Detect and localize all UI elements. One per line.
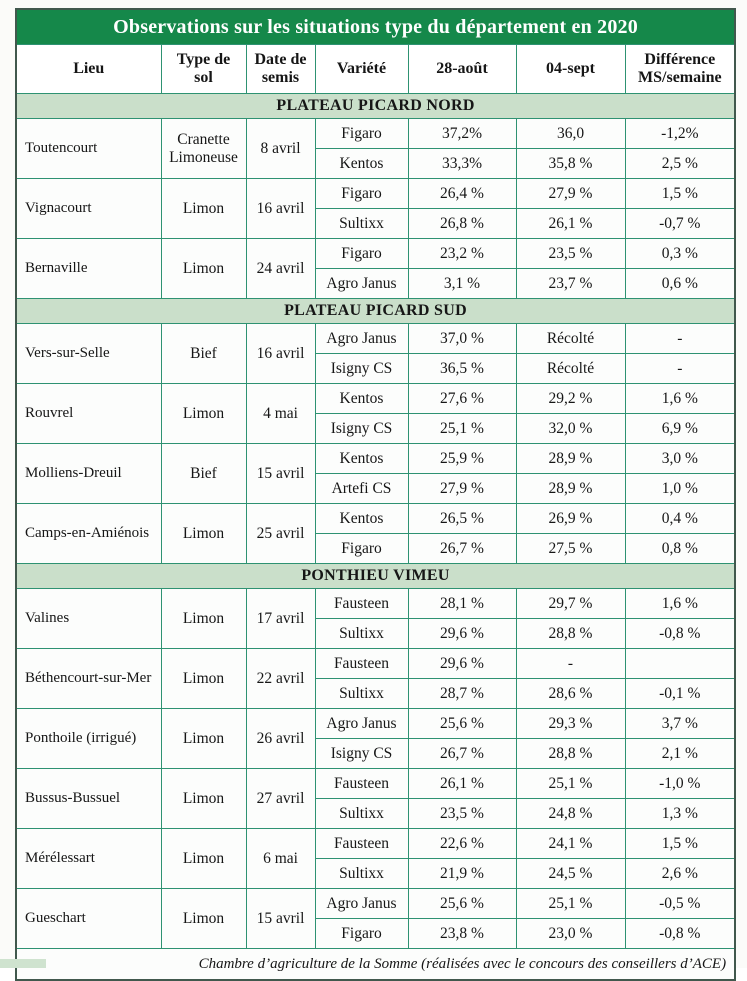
diff-cell: 0,6 % xyxy=(625,269,735,299)
data-row xyxy=(16,179,735,209)
diff-cell: -1,0 % xyxy=(625,769,735,799)
data-row xyxy=(16,589,735,619)
value-28aout-cell: 37,2% xyxy=(408,119,516,149)
value-04sept-cell: 23,0 % xyxy=(516,919,625,949)
variete-cell: Isigny CS xyxy=(315,354,408,384)
value-28aout-cell: 23,5 % xyxy=(408,799,516,829)
diff-cell: 3,7 % xyxy=(625,709,735,739)
data-row xyxy=(16,239,735,269)
value-28aout-cell: 36,5 % xyxy=(408,354,516,384)
data-row xyxy=(16,829,735,859)
value-04sept-cell: 29,7 % xyxy=(516,589,625,619)
diff-cell: 0,4 % xyxy=(625,504,735,534)
data-row xyxy=(16,119,735,149)
variete-cell: Agro Janus xyxy=(315,709,408,739)
lieu-cell: Camps-en-Amiénois xyxy=(16,504,161,564)
variete-cell: Kentos xyxy=(315,444,408,474)
diff-cell: -0,1 % xyxy=(625,679,735,709)
value-04sept-cell: 28,9 % xyxy=(516,444,625,474)
variete-cell: Agro Janus xyxy=(315,324,408,354)
section-header: PONTHIEU VIMEU xyxy=(16,564,735,589)
data-row xyxy=(16,889,735,919)
section-header: PLATEAU PICARD NORD xyxy=(16,94,735,119)
data-row xyxy=(16,324,735,354)
diff-cell: 1,6 % xyxy=(625,384,735,414)
value-28aout-cell: 27,9 % xyxy=(408,474,516,504)
sol-cell: Limon xyxy=(161,889,246,949)
data-row xyxy=(16,444,735,474)
value-28aout-cell: 29,6 % xyxy=(408,649,516,679)
diff-cell: -1,2% xyxy=(625,119,735,149)
value-04sept-cell: 23,5 % xyxy=(516,239,625,269)
variete-cell: Sultixx xyxy=(315,619,408,649)
sol-cell: Limon xyxy=(161,239,246,299)
lieu-cell: Valines xyxy=(16,589,161,649)
value-28aout-cell: 3,1 % xyxy=(408,269,516,299)
diff-cell: 2,6 % xyxy=(625,859,735,889)
sol-cell: Limon xyxy=(161,384,246,444)
value-04sept-cell: 36,0 xyxy=(516,119,625,149)
variete-cell: Isigny CS xyxy=(315,414,408,444)
variete-cell: Sultixx xyxy=(315,799,408,829)
footer-row xyxy=(16,949,735,981)
table-source-credit: Chambre d’agriculture de la Somme (réalisées avec le concours des conseillers d’ACE) xyxy=(16,949,735,981)
sol-cell: Limon xyxy=(161,649,246,709)
sol-cell: Limon xyxy=(161,829,246,889)
sol-cell: Cranette Limoneuse xyxy=(161,119,246,179)
variete-cell: Agro Janus xyxy=(315,889,408,919)
data-row xyxy=(16,649,735,679)
variete-cell: Sultixx xyxy=(315,679,408,709)
variete-cell: Figaro xyxy=(315,119,408,149)
diff-cell: 1,5 % xyxy=(625,179,735,209)
section-row xyxy=(16,299,735,324)
value-04sept-cell: 29,3 % xyxy=(516,709,625,739)
value-04sept-cell: 27,9 % xyxy=(516,179,625,209)
value-28aout-cell: 25,6 % xyxy=(408,709,516,739)
value-28aout-cell: 26,4 % xyxy=(408,179,516,209)
diff-cell: 6,9 % xyxy=(625,414,735,444)
variete-cell: Fausteen xyxy=(315,829,408,859)
value-28aout-cell: 28,7 % xyxy=(408,679,516,709)
date-cell: 27 avril xyxy=(246,769,315,829)
diff-cell: -0,5 % xyxy=(625,889,735,919)
variete-cell: Fausteen xyxy=(315,769,408,799)
title-row xyxy=(16,9,735,45)
date-cell: 8 avril xyxy=(246,119,315,179)
sol-cell: Limon xyxy=(161,769,246,829)
variete-cell: Kentos xyxy=(315,149,408,179)
lieu-cell: Mérélessart xyxy=(16,829,161,889)
value-28aout-cell: 21,9 % xyxy=(408,859,516,889)
value-04sept-cell: 29,2 % xyxy=(516,384,625,414)
value-28aout-cell: 26,5 % xyxy=(408,504,516,534)
diff-cell: 2,5 % xyxy=(625,149,735,179)
date-cell: 24 avril xyxy=(246,239,315,299)
lieu-cell: Vers-sur-Selle xyxy=(16,324,161,384)
variete-cell: Agro Janus xyxy=(315,269,408,299)
lieu-cell: Toutencourt xyxy=(16,119,161,179)
scan-edge-artifact xyxy=(0,959,46,968)
value-28aout-cell: 25,6 % xyxy=(408,889,516,919)
lieu-cell: Gueschart xyxy=(16,889,161,949)
value-04sept-cell: 32,0 % xyxy=(516,414,625,444)
variete-cell: Kentos xyxy=(315,504,408,534)
value-28aout-cell: 28,1 % xyxy=(408,589,516,619)
section-row xyxy=(16,94,735,119)
date-cell: 16 avril xyxy=(246,324,315,384)
data-row xyxy=(16,384,735,414)
lieu-cell: Béthencourt-sur-Mer xyxy=(16,649,161,709)
col-header-6: Différence MS/semaine xyxy=(625,45,735,94)
value-04sept-cell: Récolté xyxy=(516,354,625,384)
sol-cell: Limon xyxy=(161,504,246,564)
value-28aout-cell: 26,8 % xyxy=(408,209,516,239)
value-28aout-cell: 22,6 % xyxy=(408,829,516,859)
value-28aout-cell: 33,3% xyxy=(408,149,516,179)
date-cell: 16 avril xyxy=(246,179,315,239)
lieu-cell: Rouvrel xyxy=(16,384,161,444)
value-28aout-cell: 27,6 % xyxy=(408,384,516,414)
variete-cell: Figaro xyxy=(315,919,408,949)
diff-cell: 1,5 % xyxy=(625,829,735,859)
sol-cell: Bief xyxy=(161,444,246,504)
lieu-cell: Bussus-Bussuel xyxy=(16,769,161,829)
diff-cell: 0,8 % xyxy=(625,534,735,564)
lieu-cell: Vignacourt xyxy=(16,179,161,239)
variete-cell: Figaro xyxy=(315,534,408,564)
variete-cell: Artefi CS xyxy=(315,474,408,504)
data-row xyxy=(16,504,735,534)
sol-cell: Limon xyxy=(161,589,246,649)
variete-cell: Isigny CS xyxy=(315,739,408,769)
diff-cell: -0,8 % xyxy=(625,919,735,949)
col-header-3: Variété xyxy=(315,45,408,94)
col-header-4: 28-août xyxy=(408,45,516,94)
value-04sept-cell: 28,8 % xyxy=(516,619,625,649)
date-cell: 4 mai xyxy=(246,384,315,444)
data-row xyxy=(16,769,735,799)
variete-cell: Sultixx xyxy=(315,209,408,239)
value-04sept-cell: 26,9 % xyxy=(516,504,625,534)
lieu-cell: Molliens-Dreuil xyxy=(16,444,161,504)
value-28aout-cell: 23,8 % xyxy=(408,919,516,949)
value-28aout-cell: 37,0 % xyxy=(408,324,516,354)
variete-cell: Figaro xyxy=(315,179,408,209)
sol-cell: Limon xyxy=(161,179,246,239)
diff-cell: - xyxy=(625,324,735,354)
date-cell: 22 avril xyxy=(246,649,315,709)
value-04sept-cell: 26,1 % xyxy=(516,209,625,239)
diff-cell xyxy=(625,649,735,679)
variete-cell: Sultixx xyxy=(315,859,408,889)
data-row xyxy=(16,709,735,739)
diff-cell: - xyxy=(625,354,735,384)
section-row xyxy=(16,564,735,589)
variete-cell: Fausteen xyxy=(315,589,408,619)
diff-cell: 1,3 % xyxy=(625,799,735,829)
value-04sept-cell: 28,6 % xyxy=(516,679,625,709)
value-28aout-cell: 25,9 % xyxy=(408,444,516,474)
date-cell: 26 avril xyxy=(246,709,315,769)
section-header: PLATEAU PICARD SUD xyxy=(16,299,735,324)
value-04sept-cell: 35,8 % xyxy=(516,149,625,179)
column-header-row xyxy=(16,45,735,94)
value-28aout-cell: 23,2 % xyxy=(408,239,516,269)
col-header-5: 04-sept xyxy=(516,45,625,94)
variete-cell: Kentos xyxy=(315,384,408,414)
sol-cell: Limon xyxy=(161,709,246,769)
col-header-1: Type de sol xyxy=(161,45,246,94)
value-04sept-cell: 28,9 % xyxy=(516,474,625,504)
diff-cell: 2,1 % xyxy=(625,739,735,769)
diff-cell: 3,0 % xyxy=(625,444,735,474)
value-04sept-cell: 27,5 % xyxy=(516,534,625,564)
value-04sept-cell: Récolté xyxy=(516,324,625,354)
value-28aout-cell: 29,6 % xyxy=(408,619,516,649)
date-cell: 6 mai xyxy=(246,829,315,889)
lieu-cell: Bernaville xyxy=(16,239,161,299)
date-cell: 17 avril xyxy=(246,589,315,649)
page-title: Observations sur les situations type du département en 2020 xyxy=(16,9,735,45)
diff-cell: -0,8 % xyxy=(625,619,735,649)
date-cell: 15 avril xyxy=(246,444,315,504)
observations-table xyxy=(15,8,736,981)
lieu-cell: Ponthoile (irrigué) xyxy=(16,709,161,769)
value-04sept-cell: 25,1 % xyxy=(516,889,625,919)
value-04sept-cell: 24,8 % xyxy=(516,799,625,829)
variete-cell: Fausteen xyxy=(315,649,408,679)
sol-cell: Bief xyxy=(161,324,246,384)
value-28aout-cell: 26,1 % xyxy=(408,769,516,799)
date-cell: 15 avril xyxy=(246,889,315,949)
value-28aout-cell: 26,7 % xyxy=(408,534,516,564)
value-28aout-cell: 26,7 % xyxy=(408,739,516,769)
value-04sept-cell: 23,7 % xyxy=(516,269,625,299)
variete-cell: Figaro xyxy=(315,239,408,269)
value-04sept-cell: 25,1 % xyxy=(516,769,625,799)
value-04sept-cell: 24,1 % xyxy=(516,829,625,859)
value-04sept-cell: 24,5 % xyxy=(516,859,625,889)
value-28aout-cell: 25,1 % xyxy=(408,414,516,444)
diff-cell: 1,0 % xyxy=(625,474,735,504)
diff-cell: -0,7 % xyxy=(625,209,735,239)
value-04sept-cell: 28,8 % xyxy=(516,739,625,769)
diff-cell: 0,3 % xyxy=(625,239,735,269)
value-04sept-cell: - xyxy=(516,649,625,679)
diff-cell: 1,6 % xyxy=(625,589,735,619)
col-header-0: Lieu xyxy=(16,45,161,94)
date-cell: 25 avril xyxy=(246,504,315,564)
col-header-2: Date de semis xyxy=(246,45,315,94)
